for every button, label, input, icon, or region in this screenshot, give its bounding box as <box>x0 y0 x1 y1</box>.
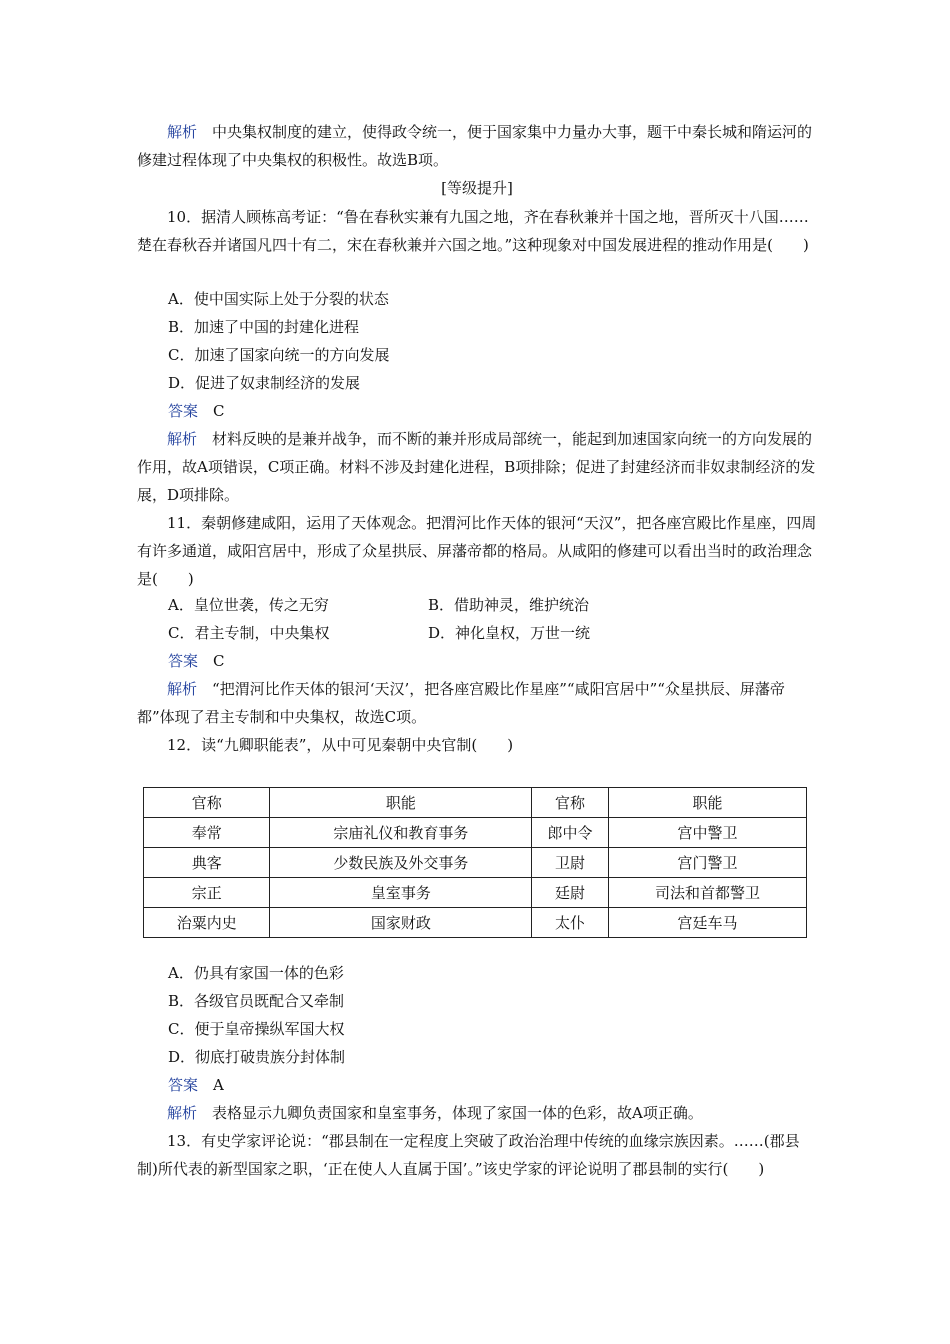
table-cell: 司法和首都警卫 <box>608 878 806 908</box>
answer-label: 答案 <box>168 1076 199 1094</box>
q10-stem: 10．据清人顾栋高考证：“鲁在春秋实兼有九国之地，齐在春秋兼并十国之地，晋所灭十八国……楚在春秋吞并诸国凡四十有二，宋在春秋兼并六国之地。”这种现象对中国发展进程的推动作用是( ) <box>137 208 809 254</box>
answer-value: A <box>213 1076 224 1094</box>
table-row <box>144 848 807 878</box>
q9-analysis <box>137 118 817 174</box>
q12-option-a: A．仍具有家国一体的色彩 <box>168 964 344 982</box>
table-header-row <box>144 788 807 818</box>
table-cell: 宫门警卫 <box>608 848 806 878</box>
table-header-cell: 官称 <box>532 788 609 818</box>
q12-option-c: C．便于皇帝操纵军国大权 <box>168 1020 345 1038</box>
analysis-text: 材料反映的是兼并战争，而不断的兼并形成局部统一，能起到加速国家向统一的方向发展的作用，故A项错误，C项正确。材料不涉及封建化进程，B项排除；促进了封建经济而非奴隶制经济的发展，D项排除。 <box>137 430 816 504</box>
q12-stem: 12．读“九卿职能表”，从中可见秦朝中央官制( ) <box>167 736 514 754</box>
q10-analysis <box>137 425 817 509</box>
table-row <box>144 878 807 908</box>
q10-option-d: D．促进了奴隶制经济的发展 <box>168 374 361 392</box>
answer-label: 答案 <box>168 402 199 420</box>
q11-stem: 11．秦朝修建咸阳，运用了天体观念。把渭河比作天体的银河“天汉”，把各座宫殿比作星座，四周有许多通道，咸阳宫居中，形成了众星拱辰、屏藩帝都的格局。从咸阳的修建可以看出当时的政治理念是( ) <box>137 514 817 588</box>
table-cell: 太仆 <box>532 908 609 938</box>
q12-option-b: B．各级官员既配合又牵制 <box>168 992 345 1010</box>
q11-answer <box>168 647 225 675</box>
table-cell: 宫廷车马 <box>608 908 806 938</box>
table-row <box>144 908 807 938</box>
q10-option-a: A．使中国实际上处于分裂的状态 <box>168 290 389 308</box>
table-cell: 皇室事务 <box>270 878 532 908</box>
section-heading: [等级提升] <box>441 179 513 197</box>
q10-option-b: B．加速了中国的封建化进程 <box>168 318 360 336</box>
table-row <box>144 818 807 848</box>
answer-label: 答案 <box>168 652 199 670</box>
q11-analysis <box>137 675 817 731</box>
table-cell: 宗庙礼仪和教育事务 <box>270 818 532 848</box>
table-cell: 卫尉 <box>532 848 609 878</box>
q11-option-c: C．君主专制，中央集权 <box>168 624 330 642</box>
q11-option-b: B．借助神灵，维护统治 <box>428 596 590 614</box>
analysis-text: 中央集权制度的建立，使得政令统一，便于国家集中力量办大事，题干中秦长城和隋运河的修建过程体现了中央集权的积极性。故选B项。 <box>137 123 813 169</box>
analysis-label: 解析 <box>167 430 198 448</box>
q10-answer <box>168 397 225 425</box>
q12-analysis <box>137 1099 817 1127</box>
analysis-text: “把渭河比作天体的银河‘天汉’，把各座宫殿比作星座”“咸阳宫居中”“众星拱辰、屏藩帝都”体现了君主专制和中央集权，故选C项。 <box>137 680 785 726</box>
table-cell: 奉常 <box>144 818 270 848</box>
q12-answer <box>168 1071 224 1099</box>
table-cell: 廷尉 <box>532 878 609 908</box>
table-cell: 宫中警卫 <box>608 818 806 848</box>
q10-option-c: C．加速了国家向统一的方向发展 <box>168 346 390 364</box>
q13-stem: 13．有史学家评论说：“郡县制在一定程度上突破了政治治理中传统的血缘宗族因素。……(郡县制)所代表的新型国家之职，‘正在使人人直属于国’。”该史学家的评论说明了郡县制的实行( ) <box>137 1132 800 1178</box>
table-cell: 治粟内史 <box>144 908 270 938</box>
table-cell: 国家财政 <box>270 908 532 938</box>
analysis-text: 表格显示九卿负责国家和皇室事务，体现了家国一体的色彩，故A项正确。 <box>212 1104 703 1122</box>
table-cell: 宗正 <box>144 878 270 908</box>
table-header-cell: 职能 <box>270 788 532 818</box>
q11-option-a: A．皇位世袭，传之无穷 <box>168 596 329 614</box>
q12-option-d: D．彻底打破贵族分封体制 <box>168 1048 346 1066</box>
analysis-label: 解析 <box>167 680 198 698</box>
answer-value: C <box>213 652 225 670</box>
table-header-cell: 职能 <box>608 788 806 818</box>
nine-ministers-table <box>143 787 807 938</box>
table-cell: 典客 <box>144 848 270 878</box>
q11-option-d: D．神化皇权，万世一统 <box>428 624 591 642</box>
table-cell: 少数民族及外交事务 <box>270 848 532 878</box>
table-cell: 郎中令 <box>532 818 609 848</box>
analysis-label: 解析 <box>167 123 198 141</box>
answer-value: C <box>213 402 225 420</box>
table-header-cell: 官称 <box>144 788 270 818</box>
analysis-label: 解析 <box>167 1104 198 1122</box>
